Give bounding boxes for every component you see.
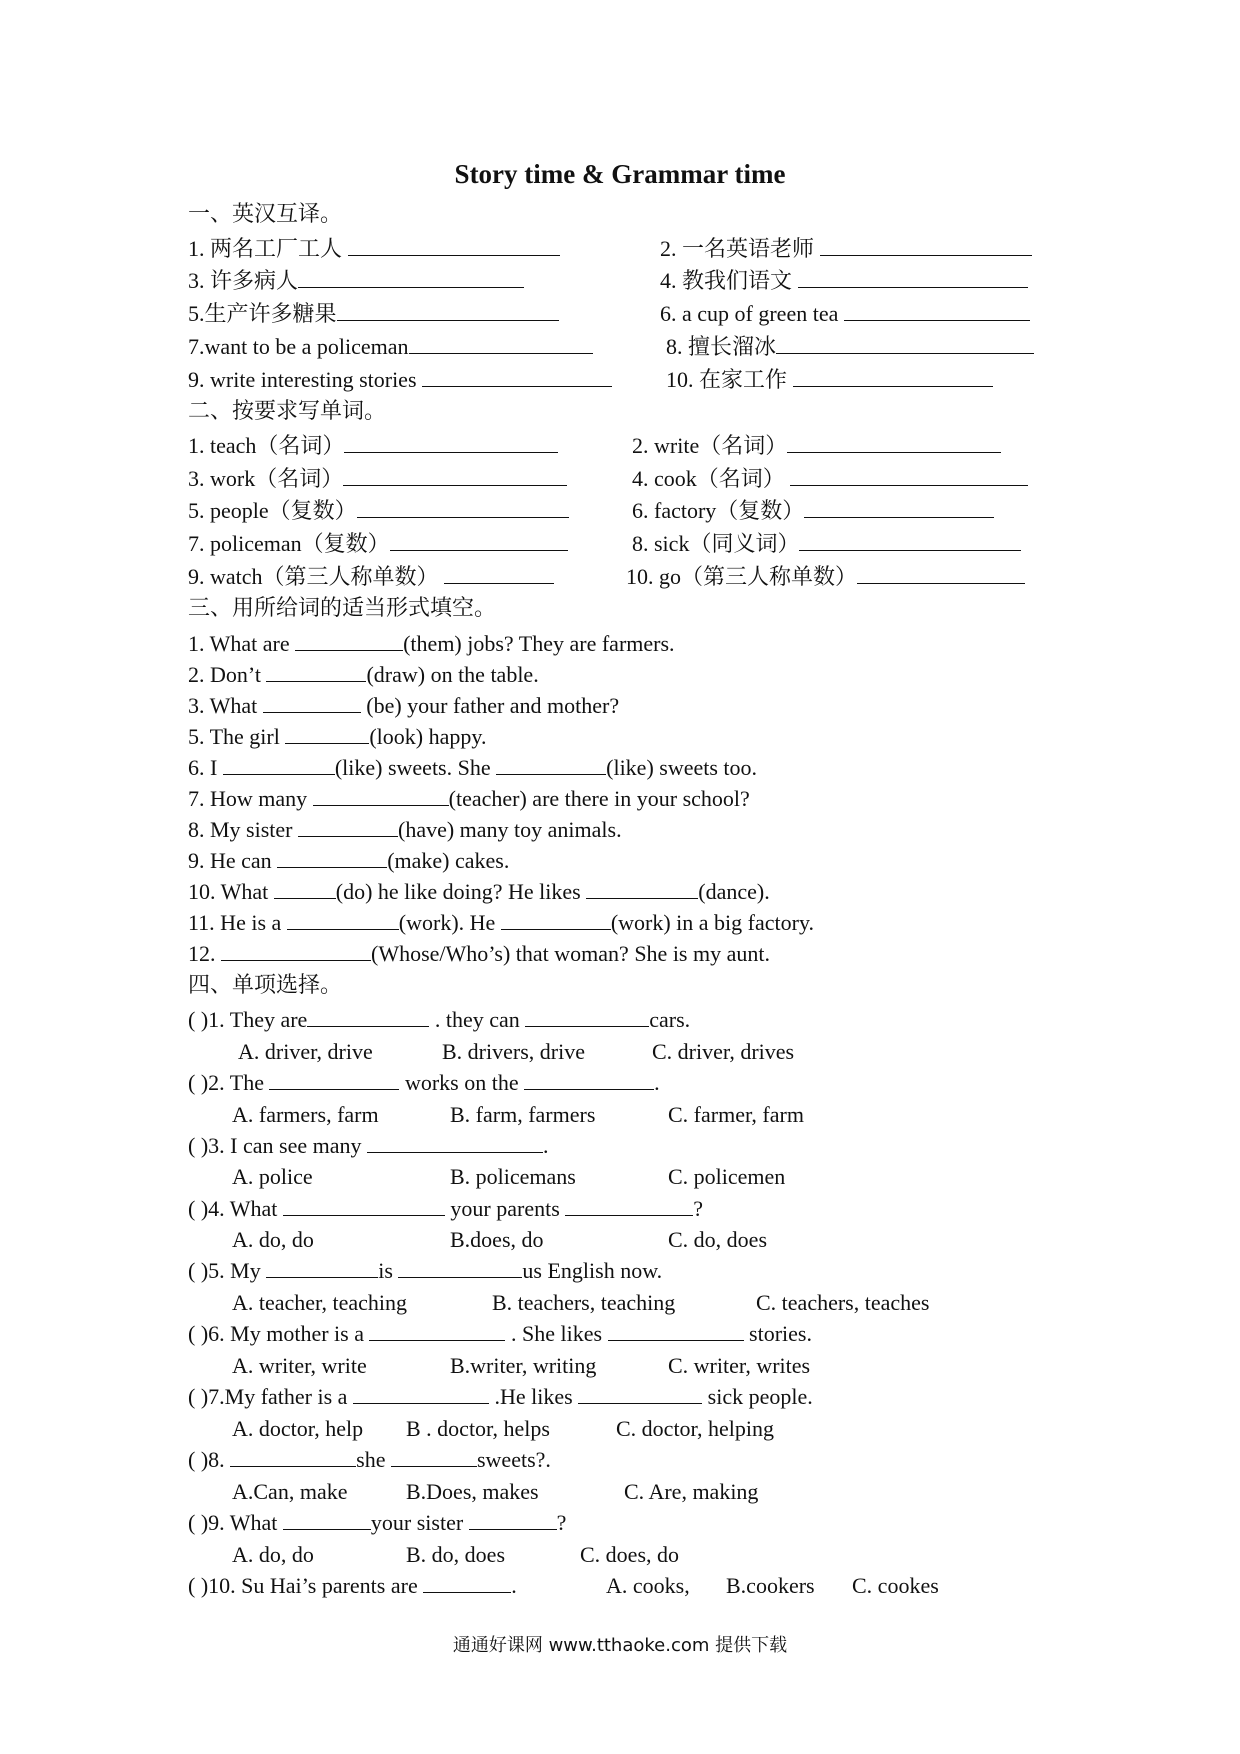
s3-text: 1. What are bbox=[188, 631, 296, 656]
s3-line-10 bbox=[188, 878, 770, 906]
answer-blank[interactable] bbox=[444, 563, 554, 584]
s2-item-9 bbox=[188, 563, 554, 591]
s2-item-7-text: 7. policeman（复数） bbox=[188, 531, 390, 556]
s2-item-6-text: 6. factory（复数） bbox=[632, 498, 805, 523]
mc-option[interactable]: A. police bbox=[232, 1164, 313, 1189]
footer-credit: 通通好课网 www.tthaoke.com 提供下载 bbox=[452, 1635, 788, 1656]
s2-item-3 bbox=[188, 465, 567, 493]
mc-option[interactable]: C. teachers, teaches bbox=[756, 1290, 930, 1315]
s3-text: 8. My sister bbox=[188, 817, 298, 842]
s2-item-5-text: 5. people（复数） bbox=[188, 498, 357, 523]
mc-stem: ( )10. Su Hai’s parents are bbox=[188, 1573, 424, 1598]
mc-stem: cars. bbox=[649, 1007, 691, 1032]
answer-blank[interactable] bbox=[586, 878, 698, 899]
s2-item-7 bbox=[188, 530, 568, 558]
mc-option[interactable]: C. driver, drives bbox=[652, 1039, 795, 1064]
answer-blank[interactable] bbox=[266, 1257, 378, 1278]
s3-text: (them) jobs? They are farmers. bbox=[403, 631, 675, 656]
answer-blank[interactable] bbox=[524, 1069, 654, 1090]
mc-stem: your parents bbox=[444, 1196, 566, 1221]
mc-stem: ( )3. I can see many bbox=[188, 1133, 367, 1158]
answer-blank[interactable] bbox=[344, 432, 558, 453]
s1-item-6-text: 6. a cup of green tea bbox=[660, 301, 844, 326]
s3-text: 5. The girl bbox=[188, 724, 286, 749]
s2-item-10 bbox=[626, 563, 1025, 591]
mc-stem: ( )2. The bbox=[188, 1070, 270, 1095]
mc-option[interactable]: A. cooks, bbox=[606, 1573, 690, 1598]
s3-text: (dance). bbox=[698, 879, 770, 904]
mc-stem: your sister bbox=[370, 1510, 469, 1535]
s3-text: (like) sweets. She bbox=[334, 755, 497, 780]
s3-text: (make) cakes. bbox=[387, 848, 510, 873]
answer-blank[interactable] bbox=[390, 530, 568, 551]
answer-blank[interactable] bbox=[790, 465, 1028, 486]
s2-item-2-text: 2. write（名词） bbox=[632, 433, 788, 458]
s2-item-3-text: 3. work（名词） bbox=[188, 466, 344, 491]
mc-question-9 bbox=[188, 1509, 566, 1537]
s3-text: (be) your father and mother? bbox=[360, 693, 620, 718]
s3-line-7 bbox=[188, 785, 750, 813]
mc-option[interactable]: B. farm, farmers bbox=[450, 1102, 596, 1127]
s3-text: (do) he like doing? He likes bbox=[335, 879, 587, 904]
mc-stem: is bbox=[378, 1258, 399, 1283]
answer-blank[interactable] bbox=[608, 1320, 744, 1341]
mc-question-8 bbox=[188, 1446, 551, 1474]
s3-line-11 bbox=[188, 909, 814, 937]
mc-option[interactable]: B. policemans bbox=[450, 1164, 576, 1189]
answer-blank[interactable] bbox=[357, 497, 569, 518]
s3-line-9 bbox=[188, 847, 509, 875]
mc-stem: ( )5. My bbox=[188, 1258, 267, 1283]
answer-blank[interactable] bbox=[369, 1320, 505, 1341]
mc-question-6 bbox=[188, 1320, 812, 1348]
s3-text: 6. I bbox=[188, 755, 223, 780]
s3-line-12 bbox=[188, 940, 770, 968]
answer-blank[interactable] bbox=[469, 1509, 557, 1530]
mc-option[interactable]: A. do, do bbox=[232, 1227, 314, 1252]
mc-question-7 bbox=[188, 1383, 813, 1411]
s1-item-7 bbox=[188, 333, 593, 361]
s2-item-5 bbox=[188, 497, 569, 525]
answer-blank[interactable] bbox=[269, 1069, 399, 1090]
answer-blank[interactable] bbox=[367, 1132, 543, 1153]
s1-item-9-text: 9. write interesting stories bbox=[188, 367, 423, 392]
answer-blank[interactable] bbox=[422, 366, 612, 387]
mc-question-5 bbox=[188, 1257, 662, 1285]
s1-item-5 bbox=[188, 300, 559, 328]
answer-blank[interactable] bbox=[799, 530, 1021, 551]
answer-blank[interactable] bbox=[266, 661, 366, 682]
answer-blank[interactable] bbox=[798, 267, 1028, 288]
answer-blank[interactable] bbox=[787, 432, 1001, 453]
s1-item-5-text: 5.生产许多糖果 bbox=[188, 301, 337, 326]
s1-item-10 bbox=[666, 366, 993, 394]
mc-stem: stories. bbox=[743, 1321, 812, 1346]
mc-option[interactable]: C. do, does bbox=[668, 1227, 767, 1252]
answer-blank[interactable] bbox=[565, 1195, 693, 1216]
s1-item-4 bbox=[660, 267, 1028, 295]
s1-item-1-text: 1. 两名工厂工人 bbox=[188, 236, 348, 261]
s3-text: (teacher) are there in your school? bbox=[448, 786, 750, 811]
section-4-heading: 四、单项选择。 bbox=[188, 973, 343, 998]
section-3-heading: 三、用所给词的适当形式填空。 bbox=[188, 596, 497, 621]
answer-blank[interactable] bbox=[283, 1195, 445, 1216]
mc-stem: ( )1. They are bbox=[188, 1007, 308, 1032]
answer-blank[interactable] bbox=[857, 563, 1025, 584]
s3-line-3 bbox=[188, 692, 619, 720]
answer-blank[interactable] bbox=[230, 1446, 356, 1467]
s3-text: 11. He is a bbox=[188, 910, 287, 935]
answer-blank[interactable] bbox=[398, 1257, 522, 1278]
mc-stem: ( )6. My mother is a bbox=[188, 1321, 370, 1346]
answer-blank[interactable] bbox=[277, 847, 387, 868]
s3-text: 7. How many bbox=[188, 786, 313, 811]
answer-blank[interactable] bbox=[776, 333, 1034, 354]
answer-blank[interactable] bbox=[287, 909, 399, 930]
answer-blank[interactable] bbox=[298, 816, 398, 837]
mc-option[interactable]: C. doctor, helping bbox=[616, 1416, 774, 1441]
s1-item-4-text: 4. 教我们语文 bbox=[660, 268, 798, 293]
answer-blank[interactable] bbox=[844, 300, 1030, 321]
s2-item-4-text: 4. cook（名词） bbox=[632, 466, 791, 491]
answer-blank[interactable] bbox=[578, 1383, 702, 1404]
answer-blank[interactable] bbox=[337, 300, 559, 321]
s1-item-2-text: 2. 一名英语老师 bbox=[660, 236, 820, 261]
answer-blank[interactable] bbox=[804, 497, 994, 518]
answer-blank[interactable] bbox=[353, 1383, 489, 1404]
mc-option[interactable]: B . doctor, helps bbox=[406, 1416, 550, 1441]
answer-blank[interactable] bbox=[263, 692, 361, 713]
answer-blank[interactable] bbox=[313, 785, 449, 806]
s2-item-4 bbox=[632, 465, 1028, 493]
s2-item-9-text: 9. watch（第三人称单数） bbox=[188, 564, 445, 589]
page-title: Story time & Grammar time bbox=[454, 159, 786, 189]
mc-option[interactable]: C. farmer, farm bbox=[668, 1102, 804, 1127]
mc-option[interactable]: B. drivers, drive bbox=[442, 1039, 585, 1064]
s3-line-2 bbox=[188, 661, 539, 689]
s1-item-9 bbox=[188, 366, 612, 394]
mc-stem: ( )4. What bbox=[188, 1196, 283, 1221]
s3-line-5 bbox=[188, 723, 486, 751]
s3-text: (work). He bbox=[398, 910, 501, 935]
mc-stem: ( )9. What bbox=[188, 1510, 283, 1535]
s3-text: 12. bbox=[188, 941, 221, 966]
answer-blank[interactable] bbox=[298, 267, 524, 288]
answer-blank[interactable] bbox=[496, 754, 606, 775]
s1-item-8 bbox=[666, 333, 1034, 361]
s1-item-8-text: 8. 擅长溜冰 bbox=[666, 334, 777, 359]
s3-text: 3. What bbox=[188, 693, 263, 718]
mc-question-3 bbox=[188, 1132, 548, 1160]
answer-blank[interactable] bbox=[820, 235, 1032, 256]
answer-blank[interactable] bbox=[343, 465, 567, 486]
mc-stem: sweets?. bbox=[476, 1447, 551, 1472]
section-1-heading: 一、英汉互译。 bbox=[188, 202, 343, 227]
mc-option[interactable]: A. writer, write bbox=[232, 1353, 367, 1378]
answer-blank[interactable] bbox=[391, 1446, 477, 1467]
s3-text: (Whose/Who’s) that woman? She is my aunt. bbox=[371, 941, 770, 966]
section-2-heading: 二、按要求写单词。 bbox=[188, 399, 387, 424]
mc-option[interactable]: C. cookes bbox=[852, 1573, 939, 1598]
s3-text: 2. Don’t bbox=[188, 662, 267, 687]
mc-stem: she bbox=[356, 1447, 391, 1472]
s1-item-2 bbox=[660, 235, 1032, 263]
answer-blank[interactable] bbox=[409, 333, 593, 354]
s1-item-3-text: 3. 许多病人 bbox=[188, 268, 299, 293]
s3-text: 10. What bbox=[188, 879, 274, 904]
mc-stem: ( )8. bbox=[188, 1447, 231, 1472]
answer-blank[interactable] bbox=[501, 909, 611, 930]
mc-option[interactable]: B. do, does bbox=[406, 1542, 505, 1567]
s1-item-3 bbox=[188, 267, 524, 295]
answer-blank[interactable] bbox=[307, 1006, 429, 1027]
mc-option[interactable]: C. Are, making bbox=[624, 1479, 759, 1504]
mc-option[interactable]: B. teachers, teaching bbox=[492, 1290, 676, 1315]
answer-blank[interactable] bbox=[283, 1509, 371, 1530]
answer-blank[interactable] bbox=[274, 878, 336, 899]
mc-option[interactable]: A. do, do bbox=[232, 1542, 314, 1567]
mc-question-10 bbox=[188, 1572, 517, 1600]
s2-item-8 bbox=[632, 530, 1021, 558]
mc-stem: us English now. bbox=[522, 1258, 663, 1283]
s2-item-1-text: 1. teach（名词） bbox=[188, 433, 345, 458]
s3-text: (like) sweets too. bbox=[606, 755, 758, 780]
mc-stem: . bbox=[654, 1070, 660, 1095]
s2-item-8-text: 8. sick（同义词） bbox=[632, 531, 800, 556]
mc-stem: ( )7.My father is a bbox=[188, 1384, 353, 1409]
answer-blank[interactable] bbox=[423, 1572, 511, 1593]
s3-text: (look) happy. bbox=[369, 724, 487, 749]
mc-stem: sick people. bbox=[702, 1384, 813, 1409]
s2-item-10-text: 10. go（第三人称单数） bbox=[626, 564, 858, 589]
s3-text: (draw) on the table. bbox=[366, 662, 539, 687]
answer-blank[interactable] bbox=[525, 1006, 649, 1027]
mc-stem: works on the bbox=[399, 1070, 525, 1095]
mc-option[interactable]: B.does, do bbox=[450, 1227, 544, 1252]
mc-stem: ? bbox=[556, 1510, 567, 1535]
answer-blank[interactable] bbox=[348, 235, 560, 256]
mc-stem: . they can bbox=[429, 1007, 526, 1032]
answer-blank[interactable] bbox=[793, 366, 993, 387]
s1-item-6 bbox=[660, 300, 1030, 328]
s3-text: (work) in a big factory. bbox=[610, 910, 815, 935]
mc-option[interactable]: A.Can, make bbox=[232, 1479, 348, 1504]
answer-blank[interactable] bbox=[295, 630, 403, 651]
s1-item-10-text: 10. 在家工作 bbox=[666, 367, 793, 392]
mc-stem: . bbox=[542, 1133, 549, 1158]
mc-option[interactable]: A. teacher, teaching bbox=[232, 1290, 408, 1315]
answer-blank[interactable] bbox=[223, 754, 335, 775]
mc-question-1 bbox=[188, 1006, 690, 1034]
mc-option[interactable]: A. doctor, help bbox=[232, 1416, 364, 1441]
mc-option[interactable]: B.Does, makes bbox=[406, 1479, 539, 1504]
mc-option[interactable]: A. driver, drive bbox=[238, 1039, 373, 1064]
s3-line-6 bbox=[188, 754, 757, 782]
s3-line-1 bbox=[188, 630, 675, 658]
mc-option[interactable]: C. writer, writes bbox=[668, 1353, 811, 1378]
mc-option[interactable]: B.cookers bbox=[726, 1573, 815, 1598]
mc-question-4 bbox=[188, 1195, 703, 1223]
s3-text: 9. He can bbox=[188, 848, 278, 873]
answer-blank[interactable] bbox=[285, 723, 369, 744]
s3-line-8 bbox=[188, 816, 622, 844]
mc-option[interactable]: A. farmers, farm bbox=[232, 1102, 379, 1127]
mc-question-2 bbox=[188, 1069, 660, 1097]
s2-item-1 bbox=[188, 432, 558, 460]
mc-stem: . bbox=[511, 1573, 517, 1598]
s2-item-6 bbox=[632, 497, 994, 525]
mc-stem: ? bbox=[693, 1196, 704, 1221]
s1-item-1 bbox=[188, 235, 560, 263]
mc-option[interactable]: C. does, do bbox=[580, 1542, 679, 1567]
mc-option[interactable]: B.writer, writing bbox=[450, 1353, 597, 1378]
s2-item-2 bbox=[632, 432, 1001, 460]
answer-blank[interactable] bbox=[221, 940, 371, 961]
mc-option[interactable]: C. policemen bbox=[668, 1164, 786, 1189]
mc-stem: . She likes bbox=[505, 1321, 608, 1346]
s1-item-7-text: 7.want to be a policeman bbox=[188, 334, 409, 359]
mc-stem: .He likes bbox=[488, 1384, 579, 1409]
s3-text: (have) many toy animals. bbox=[398, 817, 622, 842]
